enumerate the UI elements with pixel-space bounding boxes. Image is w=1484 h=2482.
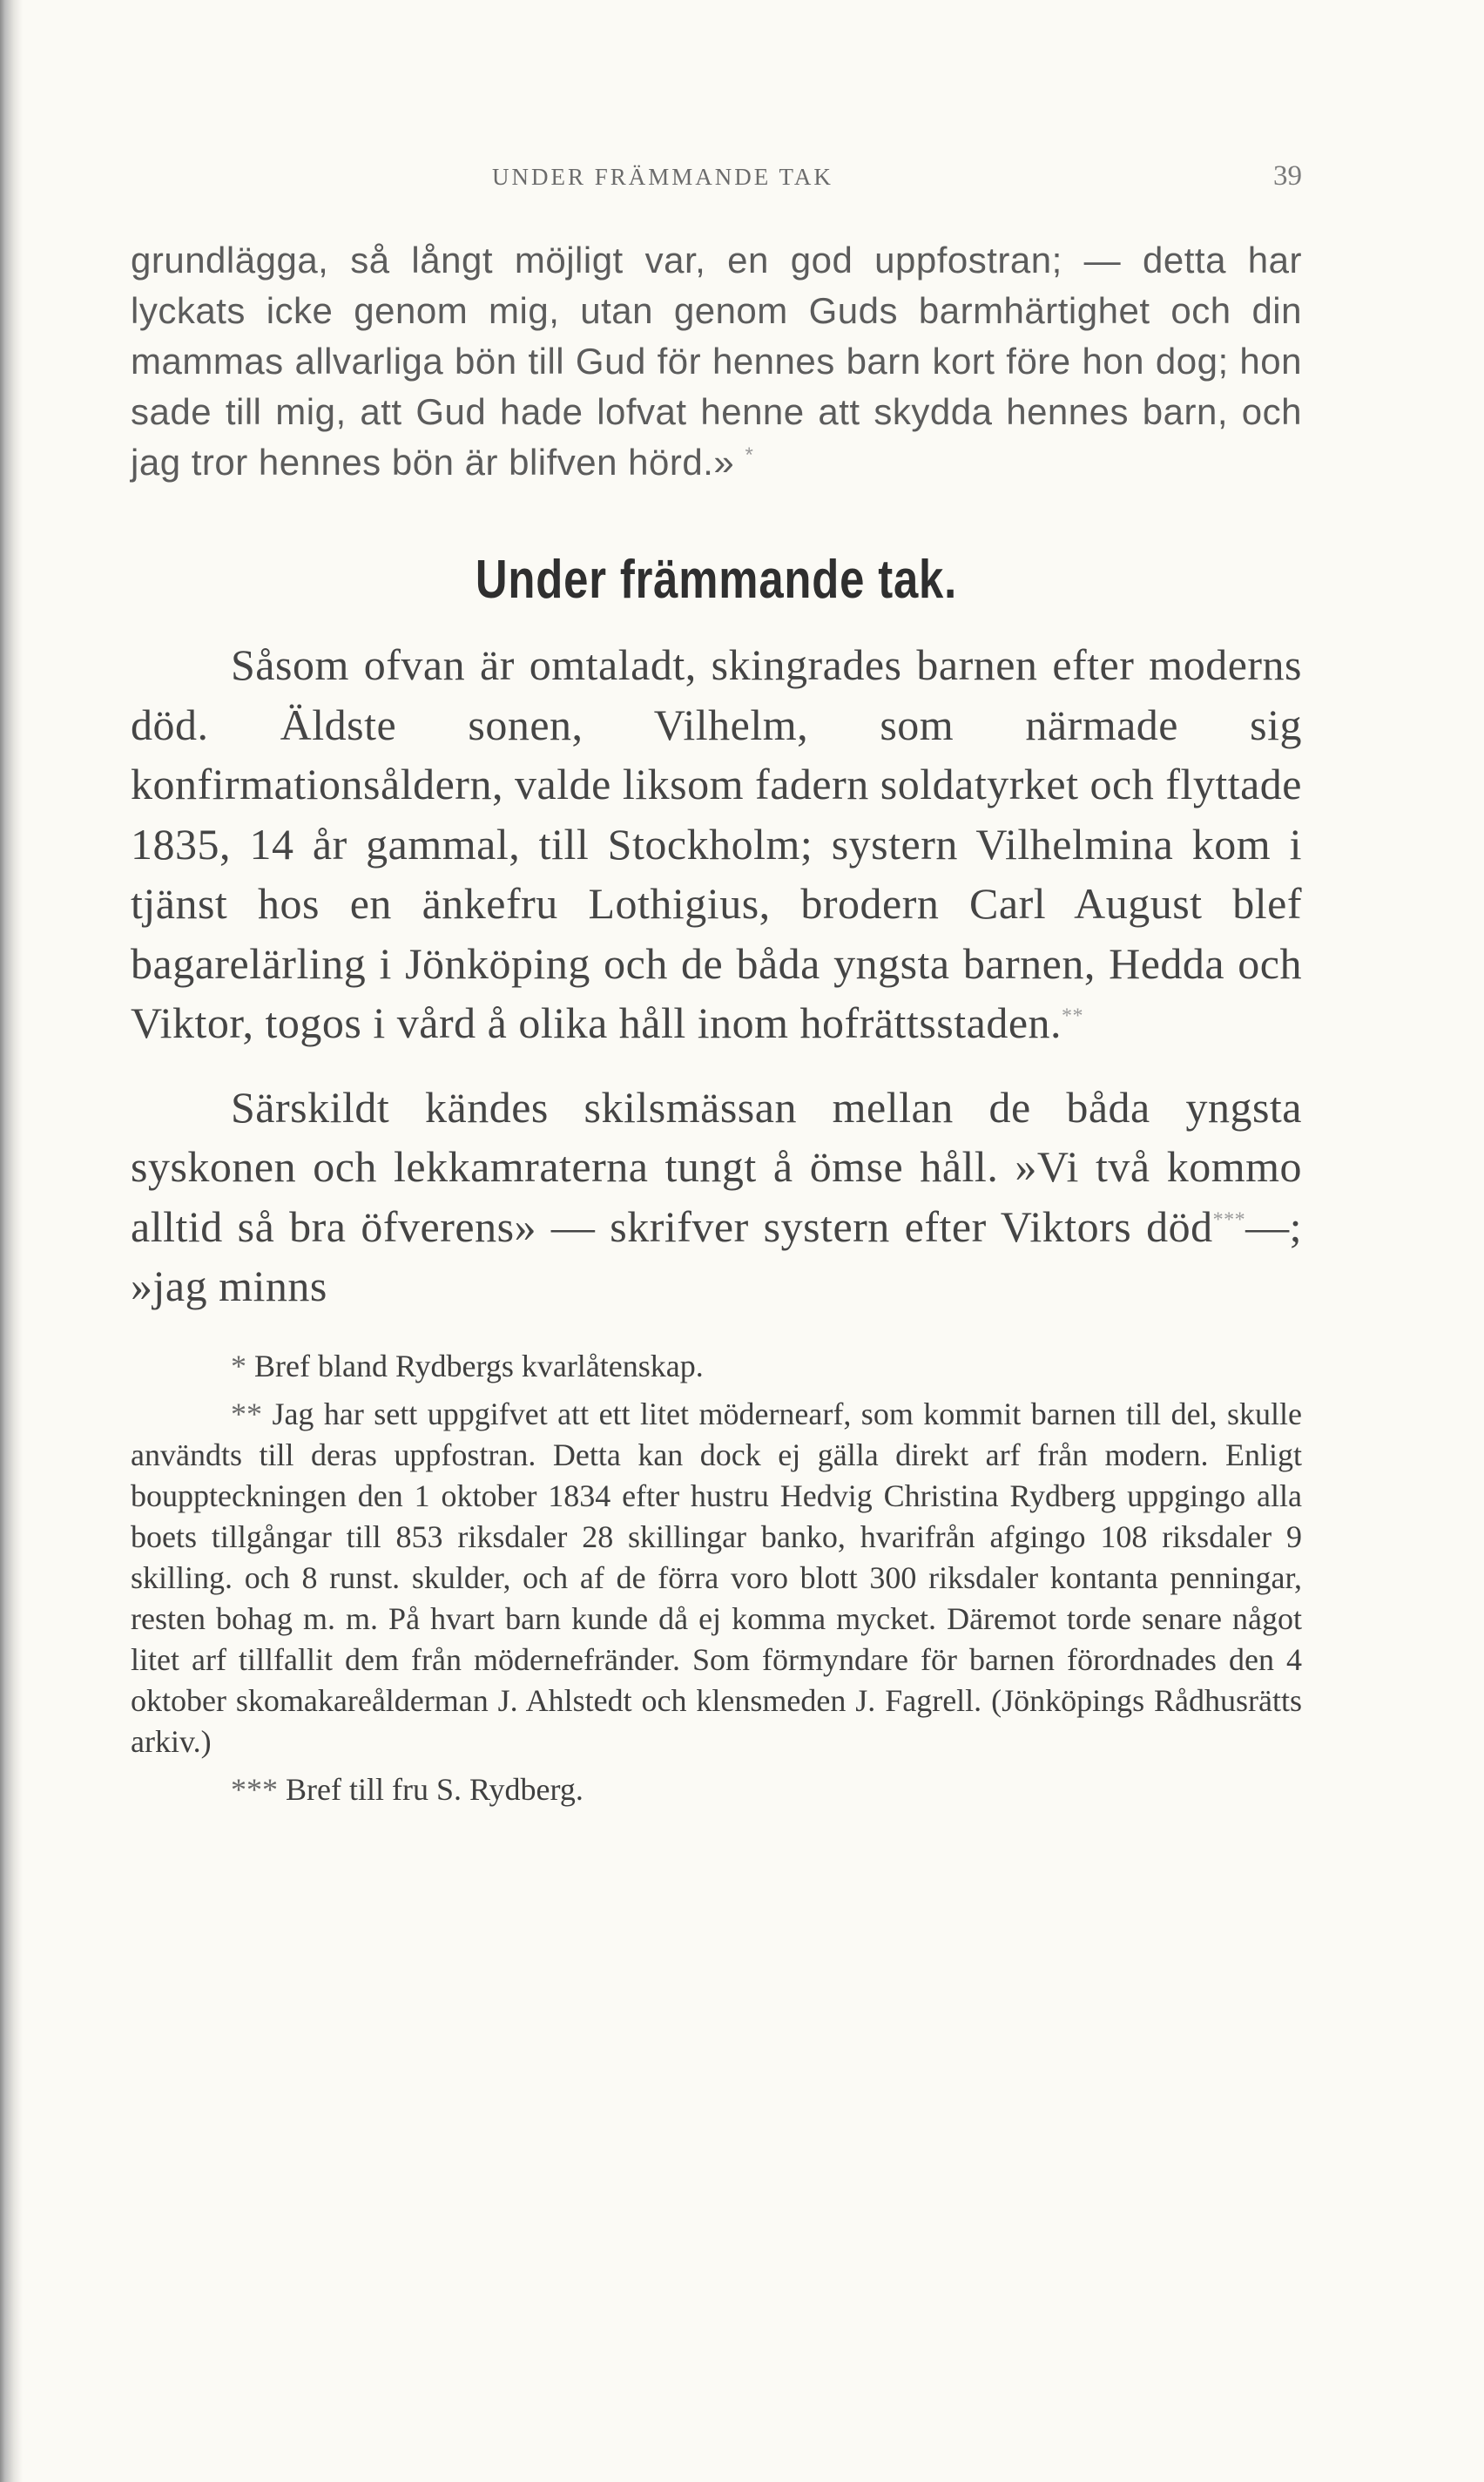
body-paragraph-1 xyxy=(131,635,1302,1053)
body-paragraph-1-text: Såsom ofvan är omtaladt, skingrades barnen efter moderns död. Äldste sonen, Vilhelm, som närmade sig konfirmationsåldern, valde liksom fadern soldatyrket och flyttade 1835, 14 år gammal, till Stockholm; systern Vilhelmina kom i tjänst hos en änkefru Lothigius, brodern Carl August blef bagarelärling i Jönköping och de båda yngsta barnen, Hedda och Viktor, togos i vård å olika håll inom hofrättsstaden. xyxy=(131,640,1302,1047)
footnote-2-text: Jag har sett uppgifvet att ett litet mödernearf, som kommit barnen till del, skulle användts till deras uppfostran. Detta kan dock ej gälla direkt arf från modern. Enligt bouppteckningen den 1 oktober 1834 efter hustru Hedvig Christina Rydberg uppgingo alla boets tillgångar till 853 riksdaler 28 skillingar banko, hvarifrån afgingo 108 riksdaler 9 skilling. och 8 runst. skulder, och af de förra voro blott 300 riksdaler kontanta penningar, resten bohag m. m. På hvart barn kunde då ej komma mycket. Däremot torde senare något litet arf tillfallit dem från mödernefränder. Som förmyndare för barnen förordnades den 4 oktober skomakareålderman J. Ahlstedt och klensmeden J. Fagrell. (Jönköpings Rådhusrätts arkiv.) xyxy=(131,1396,1302,1759)
footnote-2 xyxy=(131,1394,1302,1762)
footnote-ref-3: *** xyxy=(1212,1207,1246,1231)
footnotes xyxy=(131,1346,1302,1810)
running-head xyxy=(131,148,1302,200)
body-paragraph-2 xyxy=(131,1078,1302,1316)
section-heading: Under främmande tak. xyxy=(475,550,958,610)
body-paragraph-2-text: Särskildt kändes skilsmässan mellan de båda yngsta syskonen och lekkamraterna tungt å ömse håll. »Vi två kommo alltid så bra öfverens» — skrifver systern efter Viktors död xyxy=(131,1082,1302,1251)
footnote-3 xyxy=(131,1769,1302,1810)
footnote-3-mark: *** xyxy=(231,1771,278,1807)
footnote-3-text: Bref till fru S. Rydberg. xyxy=(278,1771,583,1807)
scan-binding-edge xyxy=(0,0,23,2482)
footnote-1-text: Bref bland Rydbergs kvarlåtenskap. xyxy=(246,1348,704,1383)
running-head-title: UNDER FRÄMMANDE TAK xyxy=(492,164,833,190)
footnote-1-mark: * xyxy=(231,1348,246,1383)
footnote-ref-2: ** xyxy=(1062,1004,1084,1028)
body-paragraph-2-text-after: —; »jag minns xyxy=(131,1201,1302,1310)
footnote-ref-1: * xyxy=(745,443,754,467)
book-page xyxy=(131,148,1302,1810)
opening-paragraph-text: grundlägga, så långt möjligt var, en god uppfostran; — detta har lyckats icke genom mig, utan genom Guds barmhärtighet och din mammas allvarliga bön till Gud för hennes barn kort före hon dog; hon sade till mig, att Gud hade lofvat henne att skydda hennes barn, och jag tror hennes bön är blifven hörd.» xyxy=(131,240,1302,483)
opening-paragraph xyxy=(131,235,1302,488)
page-number: 39 xyxy=(1273,160,1302,192)
footnote-2-mark: ** xyxy=(231,1396,262,1431)
footnote-1 xyxy=(131,1346,1302,1387)
